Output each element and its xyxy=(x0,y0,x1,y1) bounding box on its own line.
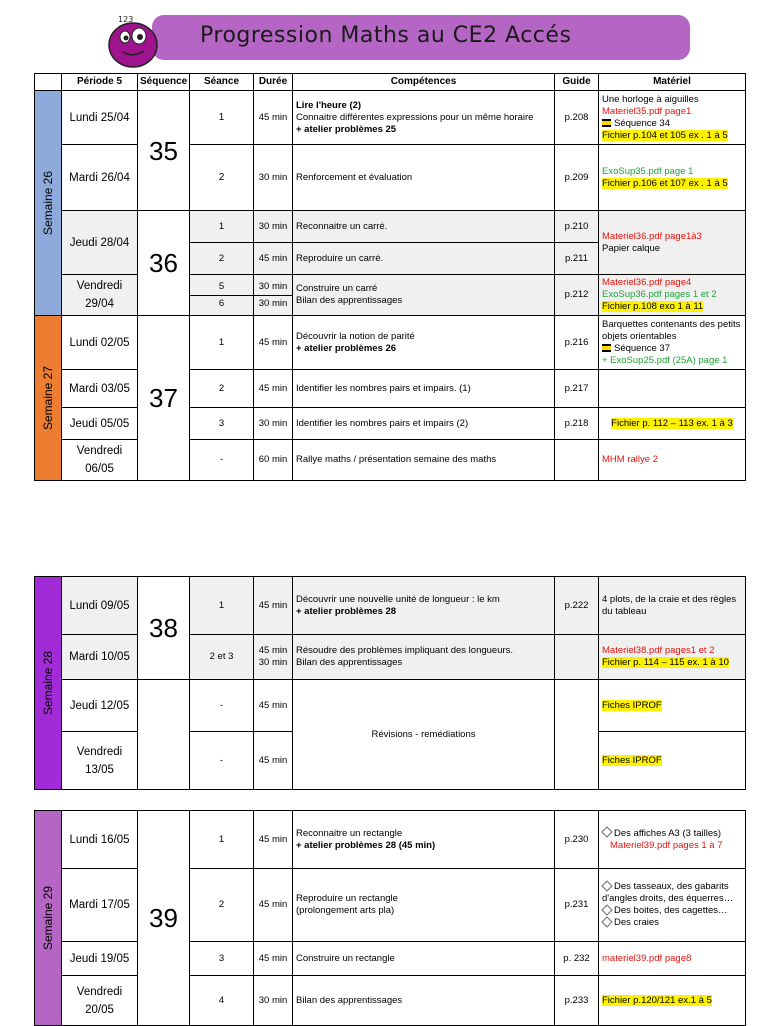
materiel-cell: Des tasseaux, des gabarits d'angles droits, des équerres… Des boites, des cagettes… Des craies xyxy=(599,869,746,942)
seance-cell: 5 6 xyxy=(190,275,254,316)
competence-cell: Découvrir une nouvelle unité de longueur : le km + atelier problèmes 28 xyxy=(293,577,555,635)
competence-cell: Lire l'heure (2) Connaitre différentes expressions pour un même horaire + atelier problèmes 25 xyxy=(293,91,555,145)
guide-cell xyxy=(555,680,599,790)
seance-cell: 2 xyxy=(190,869,254,942)
materiel-cell: Materiel36.pdf page4 ExoSup36.pdf pages 1 et 2 Fichier p.108 exo 1 à 11 xyxy=(599,275,746,316)
guide-cell: p.230 xyxy=(555,811,599,869)
date-cell: Mardi 26/04 xyxy=(62,145,138,211)
guide-cell: p.212 xyxy=(555,275,599,316)
table-row xyxy=(35,316,746,370)
materiel-cell: 4 plots, de la craie et des règles du tableau xyxy=(599,577,746,635)
guide-cell: p.208 xyxy=(555,91,599,145)
book-icon xyxy=(602,344,611,352)
guide-cell: p.211 xyxy=(555,243,599,275)
bullet-icon xyxy=(601,880,612,891)
guide-cell: p.216 xyxy=(555,316,599,370)
seance-cell: 2 xyxy=(190,145,254,211)
seance-cell: 1 xyxy=(190,211,254,243)
header-cell-competences: Compétences xyxy=(293,74,555,91)
week-label-28: Semaine 28 xyxy=(35,577,62,790)
duree-cell: 45 min xyxy=(254,732,293,790)
duree-cell: 45 min xyxy=(254,680,293,732)
date-cell: Lundi 25/04 xyxy=(62,91,138,145)
duree-cell: 45 min xyxy=(254,243,293,275)
table-row xyxy=(35,577,746,635)
date-cell: Jeudi 28/04 xyxy=(62,211,138,275)
duree-cell: 45 min xyxy=(254,370,293,408)
date-cell: Lundi 09/05 xyxy=(62,577,138,635)
seance-cell: 2 et 3 xyxy=(190,635,254,680)
book-icon xyxy=(602,119,611,127)
materiel-cell: ExoSup35.pdf page 1 Fichier p.106 et 107 ex . 1 à 5 xyxy=(599,145,746,211)
materiel-cell: Materiel36.pdf page1à3 Papier calque xyxy=(599,211,746,275)
title-banner xyxy=(152,15,690,60)
competence-cell: Rallye maths / présentation semaine des maths xyxy=(293,440,555,481)
seance-cell: 4 xyxy=(190,976,254,1026)
header-cell-seance: Séance xyxy=(190,74,254,91)
materiel-cell: MHM rallye 2 xyxy=(599,440,746,481)
sequence-cell: 35 xyxy=(138,91,190,211)
duree-cell: 30 min xyxy=(254,145,293,211)
header-cell-guide: Guide xyxy=(555,74,599,91)
duree-cell: 45 min xyxy=(254,577,293,635)
duree-cell: 45 min 30 min xyxy=(254,635,293,680)
seance-cell: - xyxy=(190,440,254,481)
table-row xyxy=(35,811,746,869)
guide-cell: p.209 xyxy=(555,145,599,211)
materiel-cell: Des affiches A3 (3 tailles) Materiel39.pdf pages 1 à 7 xyxy=(599,811,746,869)
competence-cell: Construire un carré Bilan des apprentissages xyxy=(293,275,555,316)
competence-cell: Reproduire un carré. xyxy=(293,243,555,275)
seance-cell: 3 xyxy=(190,408,254,440)
header-cell-periode: Période 5 xyxy=(62,74,138,91)
seance-cell: 2 xyxy=(190,370,254,408)
header-cell-week xyxy=(35,74,62,91)
header-cell-duree: Durée xyxy=(254,74,293,91)
sequence-cell: 38 xyxy=(138,577,190,680)
competence-cell: Identifier les nombres pairs et impairs. (1) xyxy=(293,370,555,408)
materiel-cell: Fichier p.120/121 ex.1 à 5 xyxy=(599,976,746,1026)
guide-cell: p.233 xyxy=(555,976,599,1026)
seance-cell: 1 xyxy=(190,316,254,370)
date-cell: Jeudi 19/05 xyxy=(62,942,138,976)
competence-cell: Résoudre des problèmes impliquant des longueurs. Bilan des apprentissages xyxy=(293,635,555,680)
schedule-table-3 xyxy=(34,810,746,1026)
date-cell: Lundi 16/05 xyxy=(62,811,138,869)
sequence-cell: 36 xyxy=(138,211,190,316)
seance-cell: 1 xyxy=(190,91,254,145)
bullet-icon xyxy=(601,827,612,838)
competence-cell: Bilan des apprentissages xyxy=(293,976,555,1026)
duree-cell: 60 min xyxy=(254,440,293,481)
mascot-badge: 123 xyxy=(118,15,134,24)
seance-cell: 1 xyxy=(190,577,254,635)
bullet-icon xyxy=(601,904,612,915)
header-cell-materiel: Matériel xyxy=(599,74,746,91)
duree-cell: 30 min 30 min xyxy=(254,275,293,316)
seance-cell: 1 xyxy=(190,811,254,869)
date-cell: Vendredi 13/05 xyxy=(62,732,138,790)
date-cell: Mardi 03/05 xyxy=(62,370,138,408)
competence-cell: Renforcement et évaluation xyxy=(293,145,555,211)
date-cell: Jeudi 12/05 xyxy=(62,680,138,732)
guide-cell: p.210 xyxy=(555,211,599,243)
sequence-cell: 39 xyxy=(138,811,190,1026)
mascot-logo xyxy=(106,14,160,68)
materiel-cell: Barquettes contenants des petits objets orientables Séquence 37 + ExoSup25.pdf (25A) page 1 xyxy=(599,316,746,370)
header-cell-sequence: Séquence xyxy=(138,74,190,91)
duree-cell: 45 min xyxy=(254,316,293,370)
materiel-cell: Fiches IPROF xyxy=(599,732,746,790)
table-row xyxy=(35,211,746,243)
date-cell: Mardi 17/05 xyxy=(62,869,138,942)
materiel-cell: materiel39.pdf page8 xyxy=(599,942,746,976)
competence-cell: Reproduire un rectangle (prolongement arts pla) xyxy=(293,869,555,942)
competence-cell: Reconnaitre un carré. xyxy=(293,211,555,243)
table-row xyxy=(35,91,746,145)
guide-cell xyxy=(555,635,599,680)
competence-cell: Construire un rectangle xyxy=(293,942,555,976)
date-cell: Vendredi 06/05 xyxy=(62,440,138,481)
week-label-26: Semaine 26 xyxy=(35,91,62,316)
date-cell: Vendredi 20/05 xyxy=(62,976,138,1026)
duree-cell: 45 min xyxy=(254,869,293,942)
competence-cell: Identifier les nombres pairs et impairs (2) xyxy=(293,408,555,440)
guide-cell: p. 232 xyxy=(555,942,599,976)
sequence-cell xyxy=(138,680,190,790)
duree-cell: 30 min xyxy=(254,211,293,243)
date-cell: Mardi 10/05 xyxy=(62,635,138,680)
materiel-cell: Une horloge à aiguilles Materiel35.pdf page1 Séquence 34 Fichier p.104 et 105 ex . 1 à 5 xyxy=(599,91,746,145)
page-title: Progression Maths au CE2 Accés xyxy=(200,23,572,48)
bullet-icon xyxy=(601,916,612,927)
date-cell: Jeudi 05/05 xyxy=(62,408,138,440)
seance-cell: - xyxy=(190,680,254,732)
sequence-cell: 37 xyxy=(138,316,190,481)
duree-cell: 45 min xyxy=(254,811,293,869)
table-header-row xyxy=(35,74,746,91)
guide-cell: p.218 xyxy=(555,408,599,440)
duree-cell: 45 min xyxy=(254,91,293,145)
table-row xyxy=(35,680,746,732)
date-cell: Lundi 02/05 xyxy=(62,316,138,370)
competence-cell: Révisions - remédiations xyxy=(293,680,555,790)
seance-cell: - xyxy=(190,732,254,790)
date-cell: Vendredi 29/04 xyxy=(62,275,138,316)
guide-cell: p.217 xyxy=(555,370,599,408)
competence-cell: Reconnaitre un rectangle + atelier problèmes 28 (45 min) xyxy=(293,811,555,869)
materiel-cell: Fichier p. 112 – 113 ex. 1 à 3 xyxy=(599,408,746,440)
duree-cell: 30 min xyxy=(254,976,293,1026)
guide-cell xyxy=(555,440,599,481)
duree-cell: 30 min xyxy=(254,408,293,440)
guide-cell: p.222 xyxy=(555,577,599,635)
seance-cell: 2 xyxy=(190,243,254,275)
guide-cell: p.231 xyxy=(555,869,599,942)
materiel-cell: Fiches IPROF xyxy=(599,680,746,732)
week-label-29: Semaine 29 xyxy=(35,811,62,1026)
seance-cell: 3 xyxy=(190,942,254,976)
schedule-table-1 xyxy=(34,73,746,481)
materiel-cell: Materiel38.pdf pages1 et 2 Fichier p. 114 – 115 ex. 1 à 10 xyxy=(599,635,746,680)
competence-cell: Découvrir la notion de parité + atelier problèmes 26 xyxy=(293,316,555,370)
week-label-27: Semaine 27 xyxy=(35,316,62,481)
duree-cell: 45 min xyxy=(254,942,293,976)
materiel-cell xyxy=(599,370,746,408)
schedule-table-2 xyxy=(34,576,746,790)
